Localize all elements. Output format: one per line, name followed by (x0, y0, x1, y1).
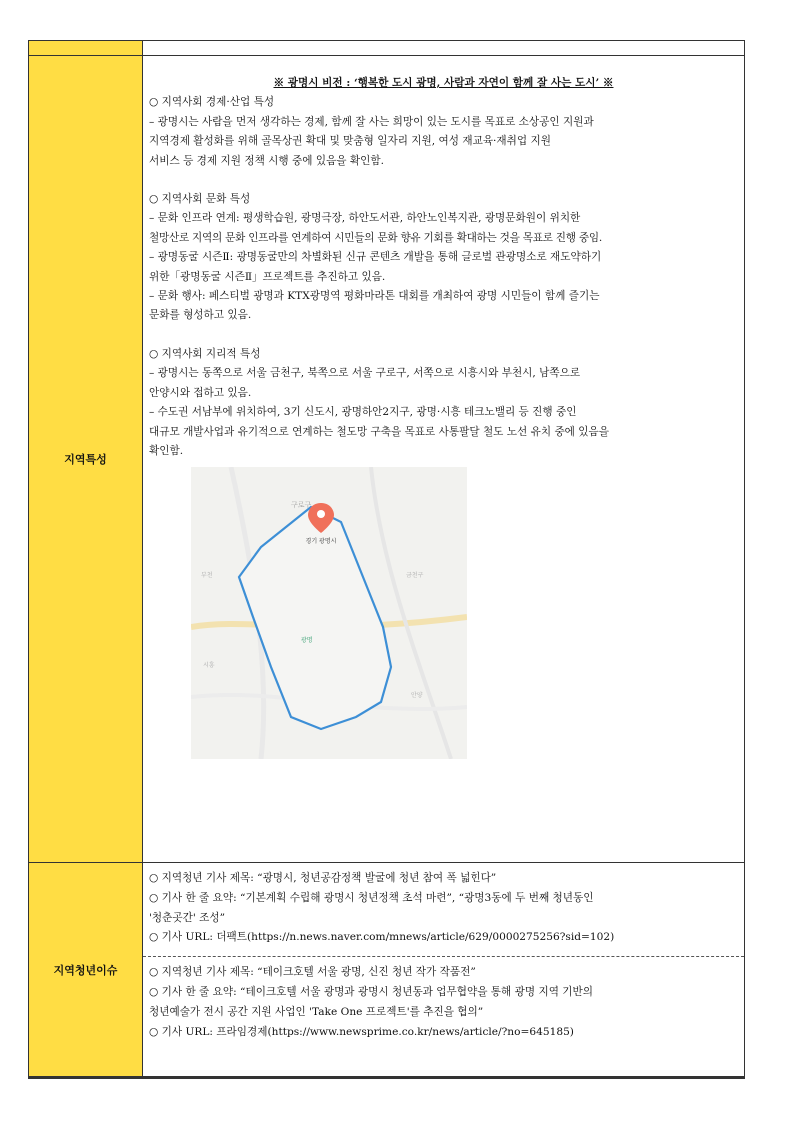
region-label: 지역특성 (29, 56, 143, 863)
region-content (143, 56, 744, 765)
culture-line: – 문화 인프라 연계: 평생학습원, 광명극장, 하안도서관, 하안노인복지관, 광명문화원이 위치한 (149, 212, 581, 225)
economy-line: – 광명시는 사람을 먼저 생각하는 경제, 함께 잘 사는 희망이 있는 도시를 목표로 소상공인 지원과 (149, 115, 594, 128)
article-summary: 청년예술가 전시 공간 지원 사업인 'Take One 프로젝트'를 추진을 협의” (149, 1005, 484, 1018)
geo-title: ○ 지역사회 지리적 특성 (149, 347, 261, 360)
geo-line: 확인함. (149, 444, 184, 457)
gwangmyeong-map (191, 467, 467, 759)
article-block (143, 957, 744, 1050)
article-block (143, 863, 744, 956)
issues-content-cell (143, 863, 745, 1077)
article-url: ○ 기사 URL: 프라임경제(https://www.newsprime.co.kr/news/article/?no=645185) (149, 1025, 574, 1038)
document-page (28, 40, 745, 1077)
vision-heading: ※ 광명시 비전 : ‘행복한 도시 광명, 사람과 자연이 함께 잘 사는 도시’ ※ (273, 77, 614, 89)
content-table (28, 40, 745, 1077)
issues-row (29, 863, 745, 1077)
economy-line: 지역경제 활성화를 위해 골목상권 확대 및 맞춤형 일자리 지원, 여성 재교육·재취업 지원 (149, 135, 551, 148)
article-summary: ○ 기사 한 줄 요약: “기본계획 수립해 광명시 청년정책 초석 마련”, “광명3동에 두 번째 청년동인 (149, 891, 594, 904)
article-summary: ○ 기사 한 줄 요약: “테이크호텔 서울 광명과 광명시 청년동과 업무협약을 통해 광명 지역 기반의 (149, 985, 594, 998)
geo-line: – 광명시는 동쪽으로 서울 금천구, 북쪽으로 서울 구로구, 서쪽으로 시흥시와 부천시, 남쪽으로 (149, 367, 581, 380)
spacer (149, 326, 738, 345)
map-canvas (191, 467, 467, 759)
geo-line: 안양시와 접하고 있음. (149, 386, 252, 399)
geo-line: – 수도권 서남부에 위치하여, 3기 신도시, 광명하안2지구, 광명·시흥 테크노밸리 등 진행 중인 (149, 406, 577, 419)
map-place-label: 부천 (201, 572, 213, 580)
map-place-label: 시흥 (203, 662, 215, 670)
issues-label: 지역청년이슈 (29, 863, 143, 1077)
map-marker-label: 경기 광명시 (305, 538, 337, 546)
bottom-rule (28, 1077, 745, 1079)
culture-line: 문화를 형성하고 있음. (149, 309, 252, 322)
region-content-cell (143, 56, 745, 863)
geo-line: 대규모 개발사업과 유기적으로 연계하는 철도망 구축을 목표로 사통팔달 철도 노선 유치 중에 있음을 (149, 425, 609, 438)
culture-line: – 광명동굴 시즌Ⅱ: 광명동굴만의 차별화된 신규 콘텐츠 개발을 통해 글로벌 관광명소로 재도약하기 (149, 251, 602, 264)
header-content-cell (143, 41, 745, 56)
article-summary: '청춘곳간' 조성” (149, 911, 226, 924)
map-place-label: 안양 (411, 692, 423, 700)
economy-line: 서비스 등 경제 지원 정책 시행 중에 있음을 확인함. (149, 154, 384, 167)
culture-line: 위한「광명동굴 시즌Ⅱ」프로젝트를 추진하고 있음. (149, 270, 386, 283)
region-row (29, 56, 745, 863)
article-url: ○ 기사 URL: 더팩트(https://n.news.naver.com/mnews/article/629/0000275256?sid=102) (149, 931, 615, 944)
spacer (149, 171, 738, 190)
economy-title: ○ 지역사회 경제·산업 특성 (149, 96, 275, 109)
culture-line: 철망산로 지역의 문화 인프라를 연계하여 시민들의 문화 향유 기회를 확대하는 것을 목표로 진행 중임. (149, 231, 602, 244)
header-label-cell (29, 41, 143, 56)
culture-title: ○ 지역사회 문화 특성 (149, 193, 251, 206)
map-place-label: 금천구 (406, 572, 424, 580)
culture-line: – 문화 행사: 페스티벌 광명과 KTX광명역 평화마라톤 대회를 개최하여 광명 시민들이 함께 즐기는 (149, 290, 600, 303)
map-place-label: 광명 (301, 637, 313, 645)
header-row (29, 41, 745, 56)
article-title: ○ 지역청년 기사 제목: “광명시, 청년공감정책 발굴에 청년 참여 폭 넓힌다” (149, 872, 497, 884)
article-title: ○ 지역청년 기사 제목: “테이크호텔 서울 광명, 신진 청년 작가 작품전” (149, 966, 476, 979)
map-place-label: 구로구 (291, 501, 312, 510)
